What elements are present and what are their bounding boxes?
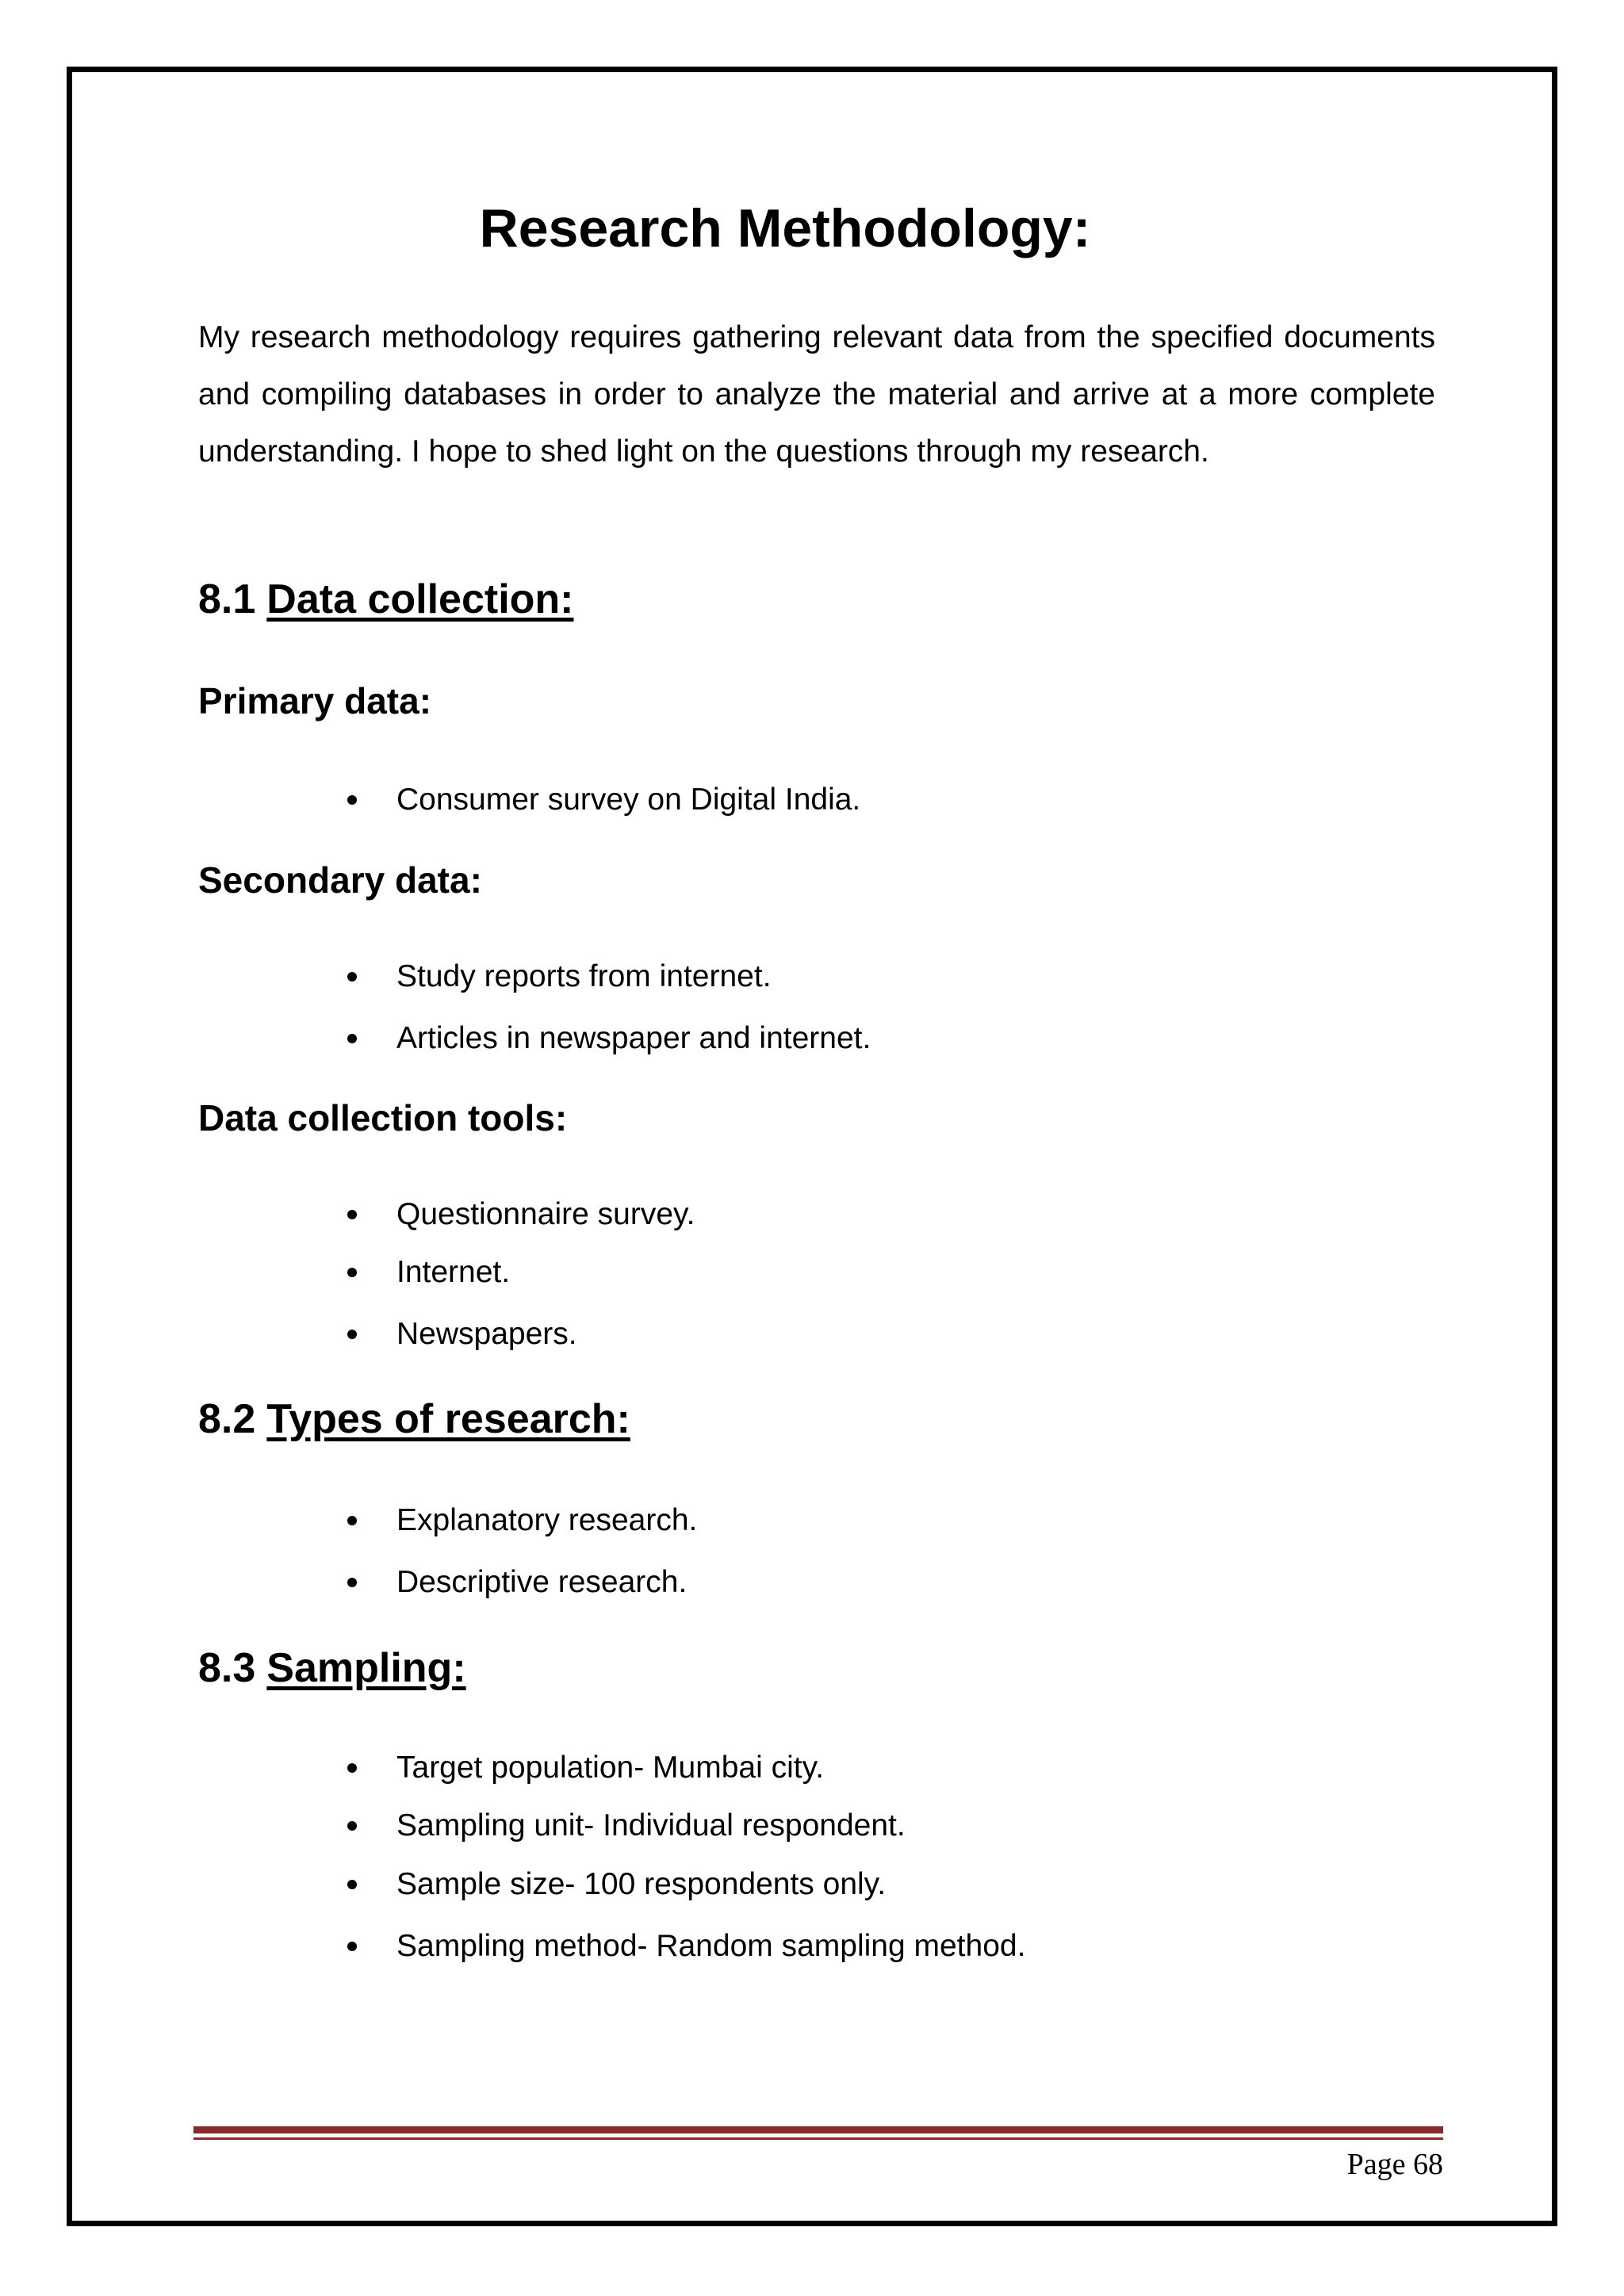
types-of-research-list — [198, 1502, 697, 1601]
primary-data-list — [198, 781, 860, 819]
page-number: Page 68 — [1346, 2148, 1443, 2181]
list-item: Explanatory research. — [198, 1502, 697, 1540]
bullet-icon — [347, 795, 357, 805]
secondary-data-list — [198, 958, 871, 1058]
bullet-icon — [347, 1578, 357, 1587]
list-item: Sample size- 100 respondents only. — [198, 1866, 1025, 1904]
sampling-list — [198, 1749, 1025, 1965]
bullet-icon — [347, 1330, 357, 1339]
bullet-icon — [347, 1516, 357, 1525]
subheading-primary-data: Primary data: — [198, 680, 432, 721]
subheading-secondary-data: Secondary data: — [198, 859, 482, 901]
list-item: Descriptive research. — [198, 1563, 697, 1601]
section-heading-data-collection — [198, 574, 573, 625]
bullet-icon — [347, 972, 357, 982]
section-heading-sampling — [198, 1643, 466, 1693]
section-number: 8.2 — [198, 1396, 256, 1442]
list-item: Sampling unit- Individual respondent. — [198, 1807, 1025, 1845]
bullet-icon — [347, 1763, 357, 1773]
page-title: Research Methodology: — [479, 198, 1091, 258]
bullet-icon — [347, 1821, 357, 1831]
bullet-icon — [347, 1034, 357, 1043]
section-number: 8.1 — [198, 576, 256, 622]
data-collection-tools-list — [198, 1196, 695, 1353]
section-heading-types-of-research — [198, 1394, 630, 1445]
list-item: Internet. — [198, 1253, 695, 1292]
bullet-icon — [347, 1210, 357, 1219]
bullet-icon — [347, 1942, 357, 1951]
list-item: Study reports from internet. — [198, 958, 871, 996]
subheading-data-collection-tools: Data collection tools: — [198, 1097, 568, 1138]
list-item: Newspapers. — [198, 1315, 695, 1353]
list-item: Articles in newspaper and internet. — [198, 1020, 871, 1058]
intro-paragraph: My research methodology requires gathering relevant data from the specified documents and compiling databases in order to analyze the material and arrive at a more complete understanding. I hope to shed light on the questions through my research. — [198, 320, 1435, 469]
list-item: Sampling method- Random sampling method. — [198, 1927, 1025, 1965]
bullet-icon — [347, 1880, 357, 1889]
section-title: Sampling: — [266, 1645, 466, 1691]
section-number: 8.3 — [198, 1645, 256, 1691]
list-item: Consumer survey on Digital India. — [198, 781, 860, 819]
section-title: Data collection: — [266, 576, 574, 622]
section-title: Types of research: — [266, 1396, 630, 1442]
bullet-icon — [347, 1268, 357, 1277]
footer-rule-thick — [193, 2126, 1443, 2133]
list-item: Target population- Mumbai city. — [198, 1749, 1025, 1787]
footer-rule-thin — [193, 2137, 1443, 2140]
list-item: Questionnaire survey. — [198, 1196, 695, 1234]
